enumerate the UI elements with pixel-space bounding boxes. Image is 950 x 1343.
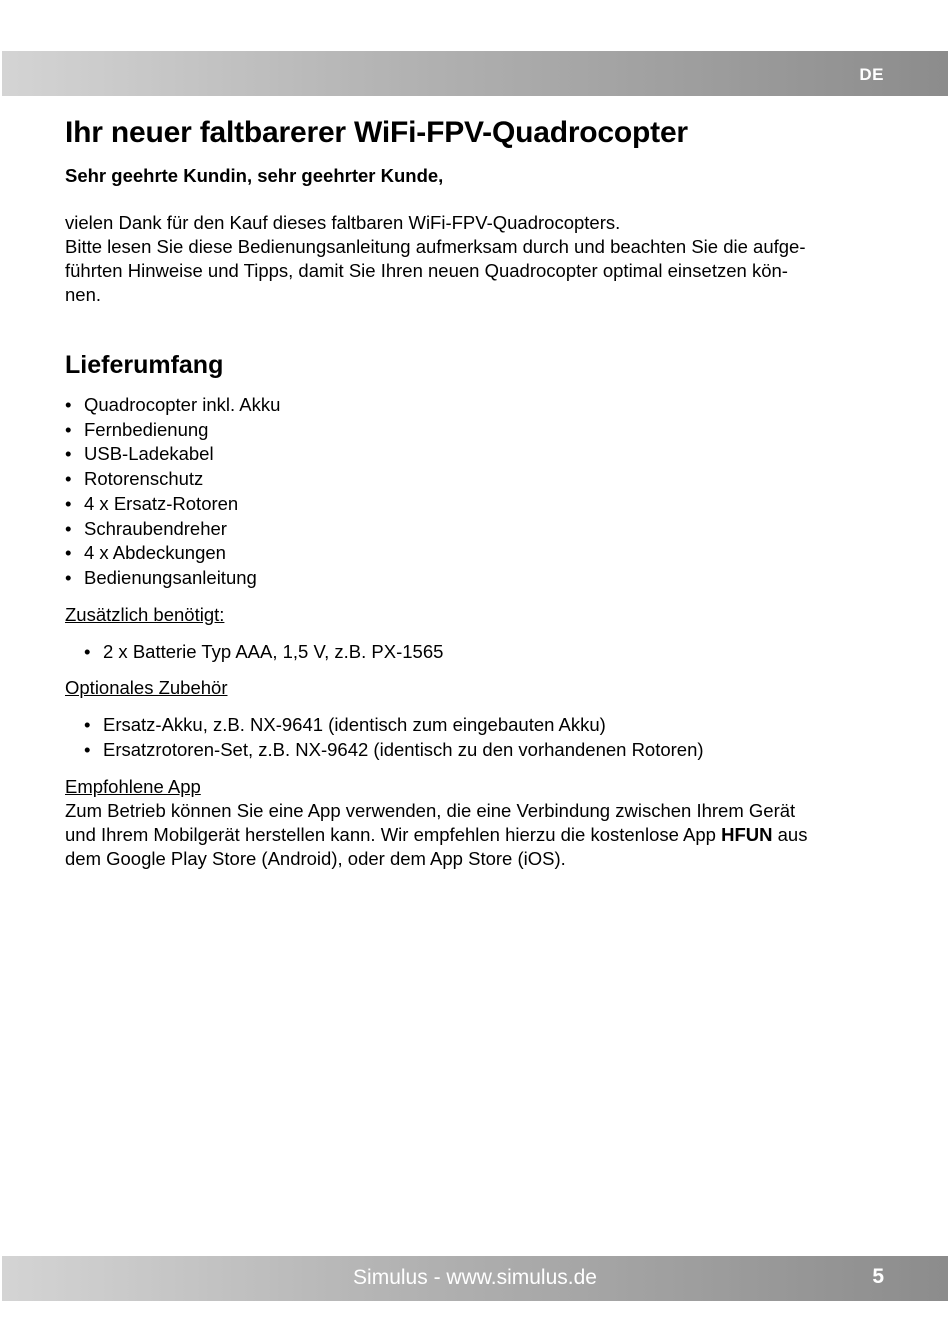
list-item: • 4 x Ersatz-Rotoren — [65, 492, 895, 517]
footer-website: Simulus - www.simulus.de — [353, 1266, 597, 1289]
app-line: Zum Betrieb können Sie eine App verwenden, die eine Verbindung zwischen Ihrem Gerät — [65, 799, 796, 821]
list-item: • Ersatz-Akku, z.B. NX-9641 (identisch zum eingebauten Akku) — [84, 713, 895, 738]
page-number: 5 — [872, 1265, 884, 1288]
list-item: • 4 x Abdeckungen — [65, 541, 895, 566]
required-heading: Zusätzlich benötigt: — [65, 603, 225, 625]
optional-heading: Optionales Zubehör — [65, 677, 228, 699]
app-line: dem Google Play Store (Android), oder dem App Store (iOS). — [65, 847, 566, 869]
required-list — [84, 640, 895, 665]
intro-line: führten Hinweise und Tipps, damit Sie Ihren neuen Quadrocopter optimal einsetzen kön- — [65, 260, 788, 281]
list-item: • Ersatzrotoren-Set, z.B. NX-9642 (identisch zu den vorhandenen Rotoren) — [84, 738, 895, 763]
intro-paragraph — [65, 211, 895, 307]
list-item: • Quadrocopter inkl. Akku — [65, 393, 895, 418]
app-line-text: und Ihrem Mobilgerät herstellen kann. Wir empfehlen hierzu die kostenlose App — [65, 823, 722, 845]
list-item: • Fernbedienung — [65, 418, 895, 443]
list-item: • Schraubendreher — [65, 517, 895, 542]
delivery-list — [65, 393, 895, 591]
intro-line: vielen Dank für den Kauf dieses faltbaren WiFi-FPV-Quadrocopters. — [65, 212, 621, 233]
app-paragraph — [65, 799, 895, 871]
app-heading: Empfohlene App — [65, 775, 201, 797]
list-item: • Bedienungsanleitung — [65, 566, 895, 591]
intro-line: nen. — [65, 284, 102, 305]
optional-list — [84, 713, 895, 762]
intro-line: Bitte lesen Sie diese Bedienungsanleitung aufmerksam durch und beachten Sie die aufge- — [65, 236, 806, 257]
list-item: • 2 x Batterie Typ AAA, 1,5 V, z.B. PX-1565 — [84, 640, 895, 665]
page-title: Ihr neuer faltbarerer WiFi-FPV-Quadrocopter — [65, 116, 688, 149]
language-label: DE — [859, 65, 884, 84]
list-item: • Rotorenschutz — [65, 467, 895, 492]
list-item: • USB-Ladekabel — [65, 442, 895, 467]
salutation: Sehr geehrte Kundin, sehr geehrter Kunde, — [65, 165, 444, 186]
header-bar — [2, 51, 948, 96]
app-line-text: aus — [772, 823, 808, 845]
page-content — [65, 112, 895, 871]
app-line — [65, 823, 895, 847]
app-name: HFUN — [721, 823, 773, 845]
footer-bar — [2, 1256, 948, 1301]
section-heading-delivery: Lieferumfang — [65, 351, 224, 379]
